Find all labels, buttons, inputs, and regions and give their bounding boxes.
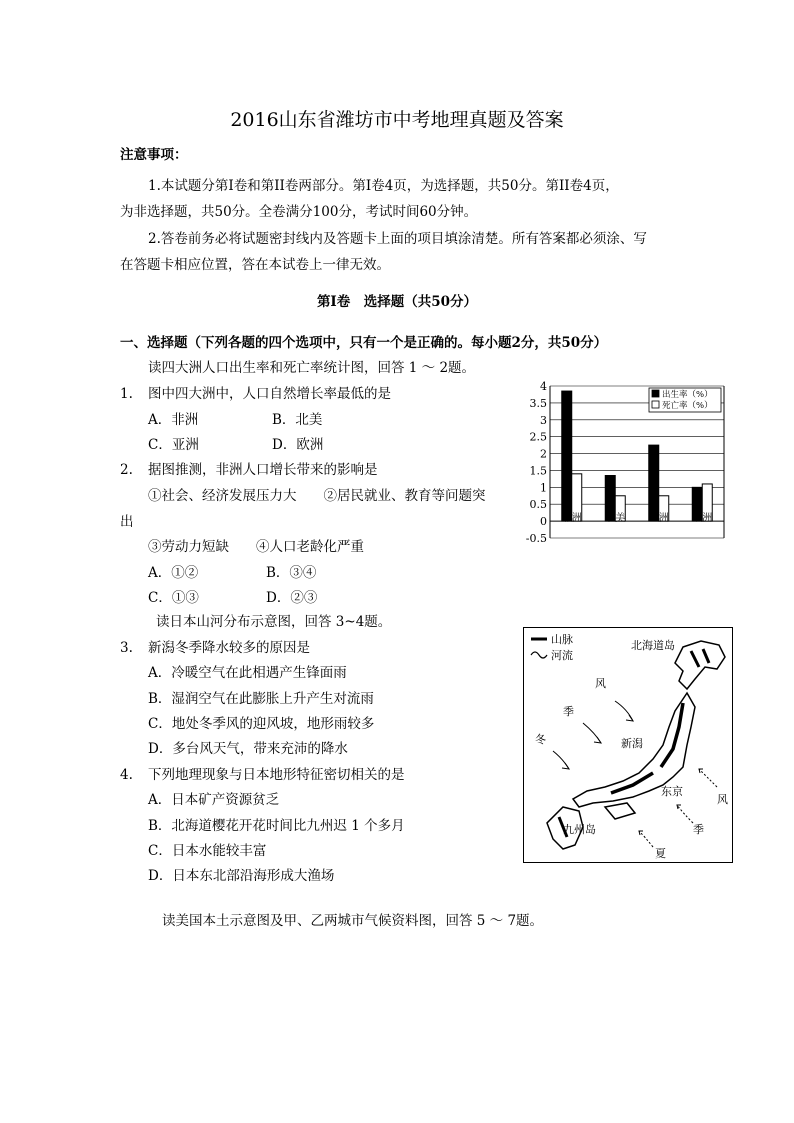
x-category-label: 北美	[605, 513, 626, 524]
intro-text: 读四大洲人口出生率和死亡率统计图，回答 1 ～ 2题。	[148, 360, 476, 376]
legend-swatch	[652, 390, 659, 397]
question-number: 4.	[120, 767, 133, 783]
option-b: B．湿润空气在此膨胀上升产生对流雨	[148, 691, 374, 707]
legend-mountain-label: 山脉	[551, 633, 573, 646]
notice-line: 2.答卷前务必将试题密封线内及答题卡上面的项目填涂清楚。所有答案都必须涂、写	[148, 231, 647, 247]
legend-river-label: 河流	[551, 649, 573, 662]
y-tick-label: 3	[540, 413, 547, 427]
notice-line: 为非选择题，共50分。全卷满分100分，考试时间60分钟。	[120, 204, 478, 220]
notice-heading: 注意事项：	[120, 147, 188, 163]
legend-swatch	[652, 401, 659, 408]
label-tokyo: 东京	[661, 785, 683, 798]
option-b: B．③④	[266, 565, 317, 581]
option-c: C．①③	[148, 590, 199, 606]
question-stem: 下列地理现象与日本地形特征密切相关的是	[148, 767, 405, 783]
option-a: A．冷暖空气在此相遇产生锋面雨	[148, 665, 347, 681]
label-hokkaido: 北海道岛	[631, 639, 675, 652]
question-stem: 图中四大洲中，人口自然增长率最低的是	[148, 386, 391, 402]
label-niigata: 新潟	[621, 737, 643, 750]
summer-wind-label: 季	[693, 823, 704, 836]
question-stem: 据图推测，非洲人口增长带来的影响是	[148, 462, 378, 478]
option-a: A．非洲	[148, 412, 199, 428]
winter-wind-label: 季	[563, 705, 574, 718]
page-title: 2016山东省潍坊市中考地理真题及答案	[230, 109, 564, 131]
option-b: B．北海道樱花开花时间比九州迟 1 个多月	[148, 818, 405, 834]
y-tick-label: 0	[540, 515, 547, 529]
y-tick-label: 2	[540, 447, 547, 461]
question-number: 2.	[120, 462, 133, 478]
x-category-label: 非洲	[561, 513, 582, 524]
label-kyushu: 九州岛	[563, 823, 596, 836]
summer-wind-label: 风	[717, 793, 728, 806]
option-d: D．多台风天气，带来充沛的降水	[148, 741, 348, 757]
birth-death-rate-chart	[518, 378, 732, 564]
option-c: C．亚洲	[148, 437, 199, 453]
legend-label: 出生率（%）	[662, 390, 713, 400]
y-tick-label: 2.5	[529, 430, 547, 444]
option-d: D．欧洲	[272, 437, 324, 453]
winter-wind-label: 冬	[535, 733, 546, 746]
option-b: B．北美	[272, 412, 323, 428]
summer-wind-label: 夏	[655, 847, 666, 860]
y-tick-label: 0.5	[529, 498, 547, 512]
x-category-label: 欧洲	[692, 513, 713, 524]
statement: ①社会、经济发展压力大 ②居民就业、教育等问题突	[148, 488, 486, 504]
question-number: 3.	[120, 640, 133, 656]
option-d: D．日本东北部沿海形成大渔场	[148, 868, 335, 884]
y-tick-label: -0.5	[525, 532, 547, 545]
y-tick-label: 4	[540, 380, 547, 393]
birth-rate-bar	[562, 391, 572, 521]
legend-label: 死亡率（%）	[662, 401, 713, 411]
birth-rate-bar	[649, 445, 659, 521]
option-d: D．②③	[266, 590, 318, 606]
intro-text: 读美国本土示意图及甲、乙两城市气候资料图，回答 5 ～ 7题。	[162, 913, 544, 929]
option-c: C．地处冬季风的迎风坡，地形雨较多	[148, 716, 375, 732]
intro-text: 读日本山河分布示意图，回答 3~4题。	[156, 614, 392, 630]
option-c: C．日本水能较丰富	[148, 843, 267, 859]
question-stem: 新潟冬季降水较多的原因是	[148, 640, 310, 656]
option-a: A．日本矿产资源贫乏	[148, 792, 280, 808]
statement: ③劳动力短缺 ④人口老龄化严重	[148, 539, 364, 555]
part-heading: 一、选择题（下列各题的四个选项中，只有一个是正确的。每小题2分，共50分）	[120, 335, 608, 351]
notice-line: 1.本试题分第Ⅰ卷和第II卷两部分。第Ⅰ卷4页，为选择题，共50分。第II卷4页，	[148, 178, 619, 194]
winter-wind-label: 风	[595, 677, 606, 690]
x-category-label: 亚洲	[648, 513, 669, 524]
y-tick-label: 3.5	[529, 396, 547, 410]
section-title: 第Ⅰ卷 选择题（共50分）	[316, 294, 478, 310]
statement: 出	[120, 514, 134, 530]
option-a: A．①②	[148, 565, 199, 581]
japan-map	[523, 627, 733, 863]
notice-line: 在答题卡相应位置，答在本试卷上一律无效。	[120, 257, 390, 273]
y-tick-label: 1	[540, 481, 547, 495]
question-number: 1.	[120, 386, 133, 402]
y-tick-label: 1.5	[529, 464, 547, 478]
